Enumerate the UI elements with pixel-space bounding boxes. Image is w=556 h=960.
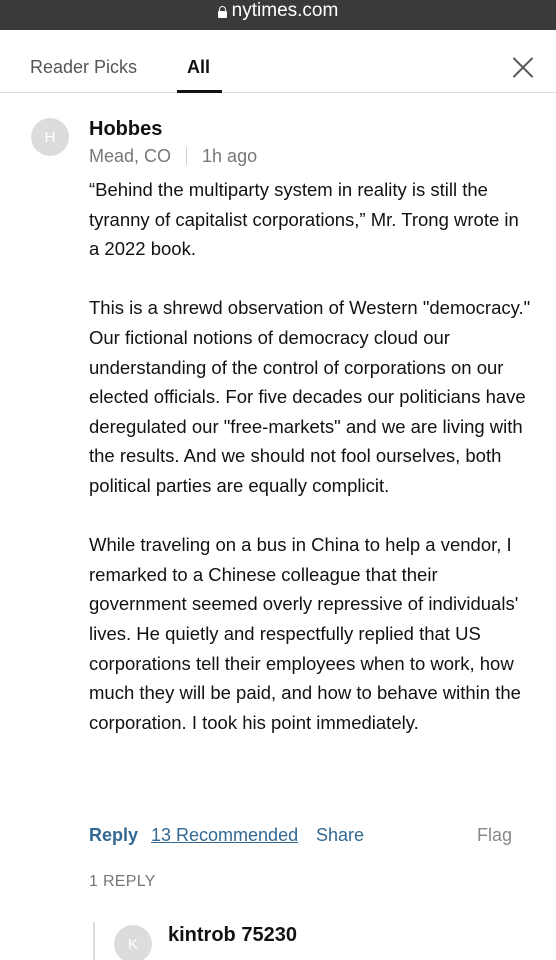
active-tab-indicator bbox=[177, 90, 222, 93]
url-text: nytimes.com bbox=[231, 0, 339, 21]
comments-tabs bbox=[0, 30, 556, 93]
reply-author: kintrob 75230 bbox=[168, 924, 297, 946]
close-icon[interactable] bbox=[510, 54, 536, 80]
comment-author: Hobbes bbox=[89, 118, 163, 140]
comment-paragraph: This is a shrewd observation of Western "democracy." Our fictional notions of democracy cloud our understanding of the control of corporations on our elected officials. For five decades our politicians have deregulated our "free-markets" and we are living with the results. And we should not fool ourselves, both political parties are equally complicit. bbox=[89, 297, 531, 496]
recommend-button[interactable]: 13 Recommended bbox=[151, 825, 299, 845]
share-button[interactable]: Share bbox=[316, 825, 365, 845]
lock-icon bbox=[218, 6, 227, 18]
avatar: K bbox=[114, 925, 152, 960]
comment-location: Mead, CO bbox=[89, 146, 172, 166]
reply-button[interactable]: Reply bbox=[89, 825, 139, 845]
reply-thread-line bbox=[93, 922, 95, 960]
tab-reader-picks[interactable]: Reader Picks bbox=[30, 57, 138, 77]
tab-all[interactable]: All bbox=[187, 57, 211, 77]
comment-body bbox=[89, 175, 534, 767]
url-display[interactable] bbox=[218, 0, 339, 22]
comment-actions bbox=[89, 824, 519, 846]
comment-paragraph: “Behind the multiparty system in reality is still the tyranny of capitalist corporations,” Mr. Trong wrote in a 2022 book. bbox=[89, 179, 519, 260]
comment-meta bbox=[89, 145, 257, 167]
comment-time: 1h ago bbox=[202, 146, 258, 166]
flag-button[interactable]: Flag bbox=[477, 825, 513, 845]
avatar: H bbox=[31, 118, 69, 156]
replies-toggle[interactable]: 1 REPLY bbox=[89, 873, 156, 890]
browser-url-bar[interactable] bbox=[0, 0, 556, 30]
comment-paragraph: While traveling on a bus in China to help a vendor, I remarked to a Chinese colleague that their government seemed overly repressive of individuals' lives. He quietly and respectfully replied that US corporations tell their employees when to work, how much they will be paid, and how to behave within the corporation. I took his point immediately. bbox=[89, 534, 521, 733]
meta-divider bbox=[186, 147, 187, 165]
